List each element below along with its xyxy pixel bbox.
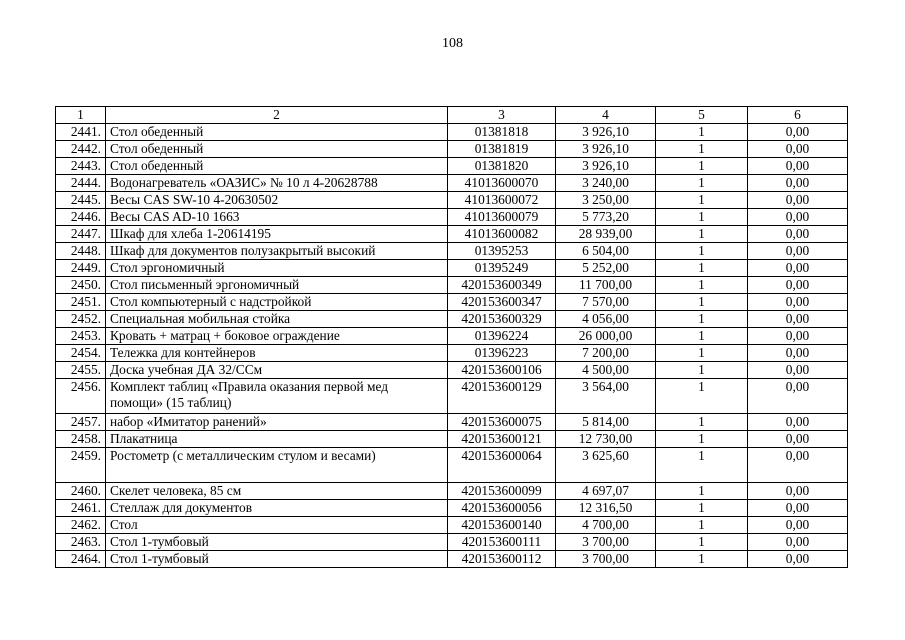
item-name-cell: Стол 1-тумбовый (106, 534, 448, 551)
item-name-cell: Тележка для контейнеров (106, 345, 448, 362)
row-number-cell: 2464. (56, 551, 106, 568)
residual-value-cell: 0,00 (748, 448, 848, 483)
inventory-code-cell: 01396223 (448, 345, 556, 362)
table-row (56, 226, 848, 243)
item-name-cell: Шкаф для хлеба 1-20614195 (106, 226, 448, 243)
row-number-cell: 2450. (56, 277, 106, 294)
inventory-code-cell: 41013600072 (448, 192, 556, 209)
inventory-code-cell: 01395253 (448, 243, 556, 260)
row-number-cell: 2441. (56, 124, 106, 141)
quantity-cell: 1 (656, 209, 748, 226)
quantity-cell: 1 (656, 328, 748, 345)
amount-cell: 3 625,60 (556, 448, 656, 483)
row-number-cell: 2442. (56, 141, 106, 158)
inventory-code-cell: 420153600056 (448, 500, 556, 517)
quantity-cell: 1 (656, 192, 748, 209)
inventory-code-cell: 420153600064 (448, 448, 556, 483)
amount-cell: 3 250,00 (556, 192, 656, 209)
item-name-cell: Плакатница (106, 431, 448, 448)
item-name-cell: Стол эргономичный (106, 260, 448, 277)
residual-value-cell: 0,00 (748, 294, 848, 311)
table-row (56, 500, 848, 517)
row-number-cell: 2444. (56, 175, 106, 192)
residual-value-cell: 0,00 (748, 226, 848, 243)
amount-cell: 3 926,10 (556, 124, 656, 141)
quantity-cell: 1 (656, 362, 748, 379)
column-header-5: 5 (656, 107, 748, 124)
residual-value-cell: 0,00 (748, 431, 848, 448)
table-row (56, 431, 848, 448)
amount-cell: 11 700,00 (556, 277, 656, 294)
quantity-cell: 1 (656, 431, 748, 448)
item-name-cell: Доска учебная ДА 32/ССм (106, 362, 448, 379)
table-row (56, 175, 848, 192)
residual-value-cell: 0,00 (748, 345, 848, 362)
amount-cell: 5 252,00 (556, 260, 656, 277)
column-header-1: 1 (56, 107, 106, 124)
row-number-cell: 2449. (56, 260, 106, 277)
row-number-cell: 2455. (56, 362, 106, 379)
item-name-cell: Весы CAS SW-10 4-20630502 (106, 192, 448, 209)
column-header-3: 3 (448, 107, 556, 124)
residual-value-cell: 0,00 (748, 414, 848, 431)
quantity-cell: 1 (656, 260, 748, 277)
residual-value-cell: 0,00 (748, 209, 848, 226)
table-header-row (56, 107, 848, 124)
item-name-cell: Водонагреватель «ОАЗИС» № 10 л 4-20628788 (106, 175, 448, 192)
inventory-code-cell: 420153600112 (448, 551, 556, 568)
quantity-cell: 1 (656, 311, 748, 328)
amount-cell: 3 926,10 (556, 141, 656, 158)
amount-cell: 5 814,00 (556, 414, 656, 431)
amount-cell: 7 570,00 (556, 294, 656, 311)
item-name-cell: Специальная мобильная стойка (106, 311, 448, 328)
row-number-cell: 2459. (56, 448, 106, 483)
table-row (56, 517, 848, 534)
amount-cell: 28 939,00 (556, 226, 656, 243)
residual-value-cell: 0,00 (748, 311, 848, 328)
table-row (56, 534, 848, 551)
table-row (56, 141, 848, 158)
residual-value-cell: 0,00 (748, 534, 848, 551)
row-number-cell: 2447. (56, 226, 106, 243)
item-name-cell: Стол (106, 517, 448, 534)
amount-cell: 7 200,00 (556, 345, 656, 362)
quantity-cell: 1 (656, 226, 748, 243)
inventory-code-cell: 420153600349 (448, 277, 556, 294)
table-row (56, 311, 848, 328)
row-number-cell: 2453. (56, 328, 106, 345)
inventory-code-cell: 420153600347 (448, 294, 556, 311)
table-row (56, 209, 848, 226)
residual-value-cell: 0,00 (748, 243, 848, 260)
row-number-cell: 2454. (56, 345, 106, 362)
quantity-cell: 1 (656, 551, 748, 568)
amount-cell: 5 773,20 (556, 209, 656, 226)
table-row (56, 328, 848, 345)
item-name-cell: Стеллаж для документов (106, 500, 448, 517)
item-name-cell: Кровать + матрац + боковое ограждение (106, 328, 448, 345)
table-row (56, 551, 848, 568)
row-number-cell: 2443. (56, 158, 106, 175)
table-row (56, 483, 848, 500)
quantity-cell: 1 (656, 243, 748, 260)
table-row (56, 294, 848, 311)
amount-cell: 12 316,50 (556, 500, 656, 517)
item-name-cell: Ростометр (с металлическим стулом и весами) (106, 448, 448, 483)
amount-cell: 6 504,00 (556, 243, 656, 260)
table-row (56, 260, 848, 277)
item-name-cell: Комплект таблиц «Правила оказания первой мед помощи» (15 таблиц) (106, 379, 448, 414)
amount-cell: 26 000,00 (556, 328, 656, 345)
quantity-cell: 1 (656, 294, 748, 311)
quantity-cell: 1 (656, 345, 748, 362)
item-name-cell: Стол обеденный (106, 158, 448, 175)
quantity-cell: 1 (656, 379, 748, 414)
inventory-code-cell: 420153600075 (448, 414, 556, 431)
quantity-cell: 1 (656, 517, 748, 534)
residual-value-cell: 0,00 (748, 141, 848, 158)
quantity-cell: 1 (656, 158, 748, 175)
column-header-6: 6 (748, 107, 848, 124)
item-name-cell: Стол письменный эргономичный (106, 277, 448, 294)
row-number-cell: 2446. (56, 209, 106, 226)
column-header-2: 2 (106, 107, 448, 124)
inventory-code-cell: 01381819 (448, 141, 556, 158)
amount-cell: 3 700,00 (556, 534, 656, 551)
table-row (56, 414, 848, 431)
quantity-cell: 1 (656, 500, 748, 517)
row-number-cell: 2460. (56, 483, 106, 500)
table-row (56, 379, 848, 414)
item-name-cell: Стол обеденный (106, 141, 448, 158)
row-number-cell: 2445. (56, 192, 106, 209)
row-number-cell: 2462. (56, 517, 106, 534)
amount-cell: 12 730,00 (556, 431, 656, 448)
inventory-code-cell: 420153600140 (448, 517, 556, 534)
inventory-code-cell: 01381820 (448, 158, 556, 175)
table-row (56, 124, 848, 141)
residual-value-cell: 0,00 (748, 379, 848, 414)
row-number-cell: 2457. (56, 414, 106, 431)
quantity-cell: 1 (656, 277, 748, 294)
item-name-cell: Стол 1-тумбовый (106, 551, 448, 568)
table-body (56, 124, 848, 568)
inventory-code-cell: 41013600070 (448, 175, 556, 192)
item-name-cell: Стол компьютерный с надстройкой (106, 294, 448, 311)
inventory-code-cell: 420153600106 (448, 362, 556, 379)
inventory-table (55, 106, 848, 568)
inventory-code-cell: 420153600099 (448, 483, 556, 500)
table-row (56, 277, 848, 294)
inventory-code-cell: 01381818 (448, 124, 556, 141)
row-number-cell: 2461. (56, 500, 106, 517)
item-name-cell: Шкаф для документов полузакрытый высокий (106, 243, 448, 260)
item-name-cell: набор «Имитатор ранений» (106, 414, 448, 431)
amount-cell: 3 700,00 (556, 551, 656, 568)
residual-value-cell: 0,00 (748, 175, 848, 192)
residual-value-cell: 0,00 (748, 328, 848, 345)
row-number-cell: 2463. (56, 534, 106, 551)
inventory-code-cell: 41013600082 (448, 226, 556, 243)
residual-value-cell: 0,00 (748, 517, 848, 534)
table-row (56, 192, 848, 209)
table-row (56, 158, 848, 175)
inventory-code-cell: 01396224 (448, 328, 556, 345)
row-number-cell: 2456. (56, 379, 106, 414)
residual-value-cell: 0,00 (748, 500, 848, 517)
table-row (56, 362, 848, 379)
inventory-code-cell: 420153600129 (448, 379, 556, 414)
amount-cell: 3 564,00 (556, 379, 656, 414)
residual-value-cell: 0,00 (748, 260, 848, 277)
table-row (56, 243, 848, 260)
quantity-cell: 1 (656, 141, 748, 158)
inventory-code-cell: 41013600079 (448, 209, 556, 226)
quantity-cell: 1 (656, 414, 748, 431)
row-number-cell: 2448. (56, 243, 106, 260)
amount-cell: 3 926,10 (556, 158, 656, 175)
residual-value-cell: 0,00 (748, 551, 848, 568)
item-name-cell: Весы CAS AD-10 1663 (106, 209, 448, 226)
amount-cell: 4 500,00 (556, 362, 656, 379)
residual-value-cell: 0,00 (748, 362, 848, 379)
quantity-cell: 1 (656, 448, 748, 483)
amount-cell: 3 240,00 (556, 175, 656, 192)
residual-value-cell: 0,00 (748, 483, 848, 500)
inventory-code-cell: 01395249 (448, 260, 556, 277)
residual-value-cell: 0,00 (748, 158, 848, 175)
quantity-cell: 1 (656, 483, 748, 500)
page-number: 108 (442, 36, 463, 51)
amount-cell: 4 056,00 (556, 311, 656, 328)
quantity-cell: 1 (656, 534, 748, 551)
residual-value-cell: 0,00 (748, 124, 848, 141)
table-row (56, 448, 848, 483)
inventory-code-cell: 420153600329 (448, 311, 556, 328)
item-name-cell: Стол обеденный (106, 124, 448, 141)
residual-value-cell: 0,00 (748, 192, 848, 209)
quantity-cell: 1 (656, 175, 748, 192)
amount-cell: 4 697,07 (556, 483, 656, 500)
row-number-cell: 2451. (56, 294, 106, 311)
inventory-code-cell: 420153600121 (448, 431, 556, 448)
quantity-cell: 1 (656, 124, 748, 141)
table-row (56, 345, 848, 362)
inventory-code-cell: 420153600111 (448, 534, 556, 551)
item-name-cell: Скелет человека, 85 см (106, 483, 448, 500)
amount-cell: 4 700,00 (556, 517, 656, 534)
row-number-cell: 2452. (56, 311, 106, 328)
row-number-cell: 2458. (56, 431, 106, 448)
residual-value-cell: 0,00 (748, 277, 848, 294)
column-header-4: 4 (556, 107, 656, 124)
